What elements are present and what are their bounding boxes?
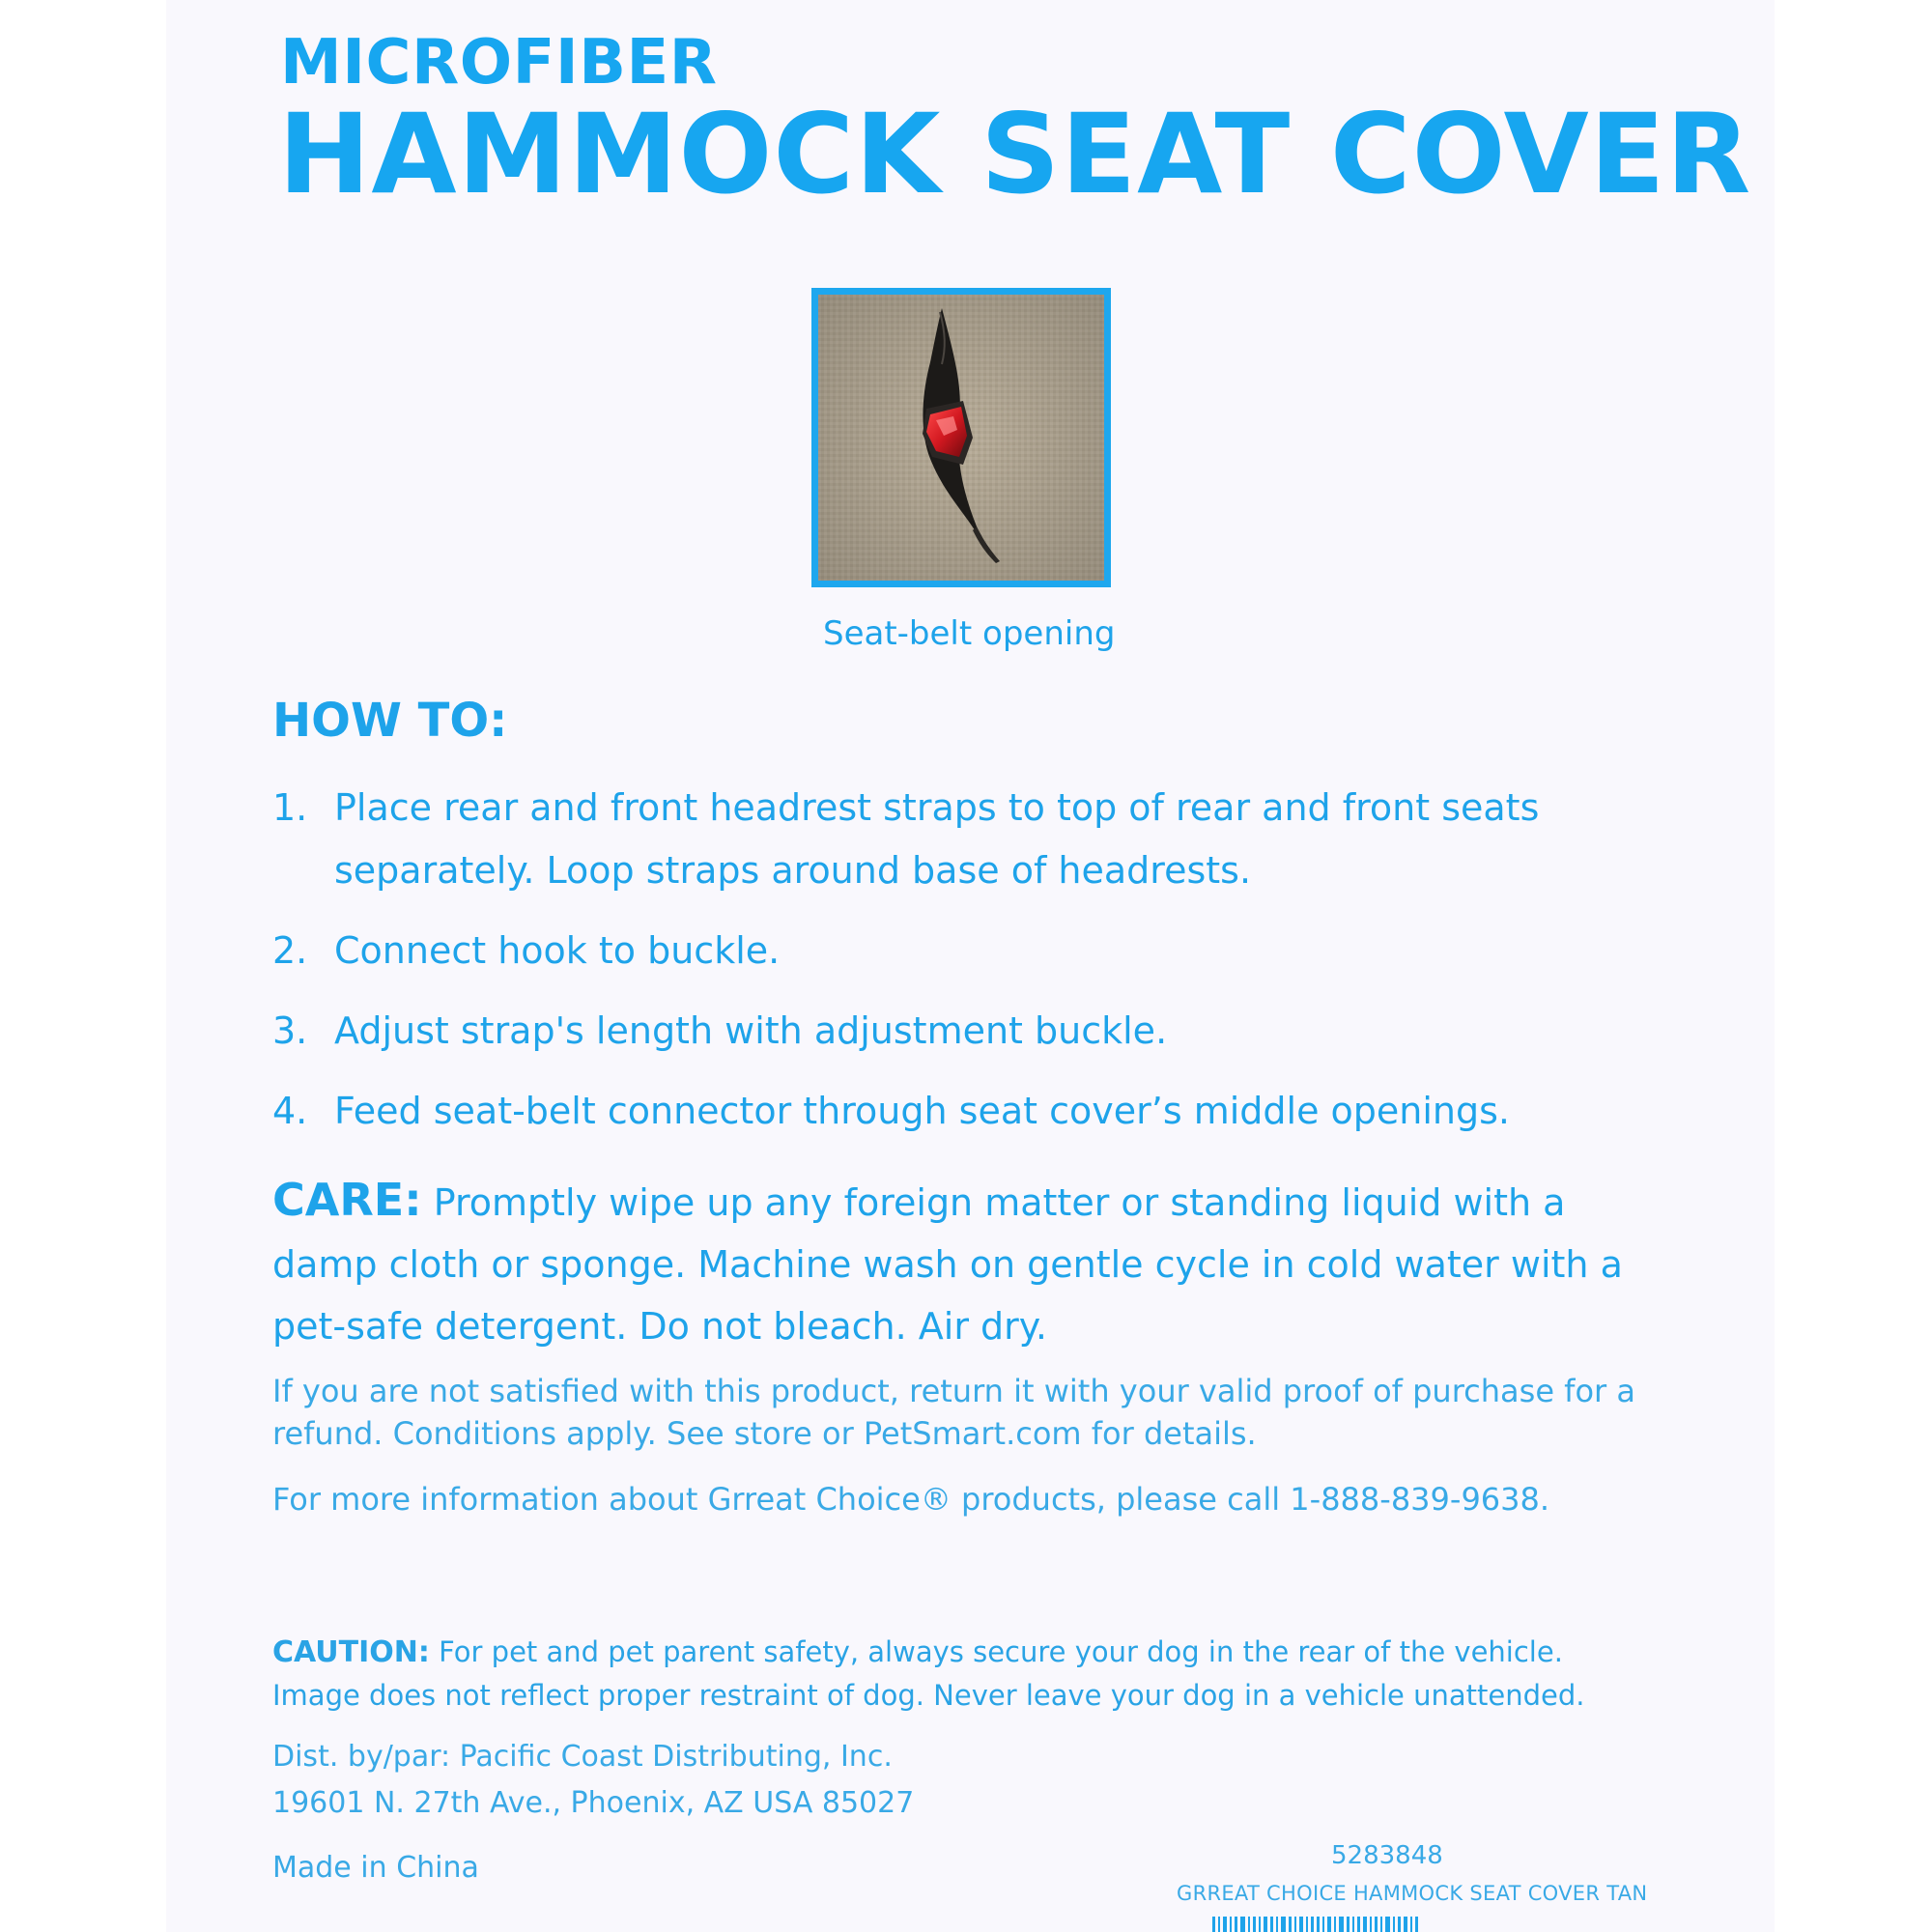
howto-heading: HOW TO: <box>272 694 508 748</box>
satisfaction-guarantee: If you are not satisfied with this product, return it with your valid proof of purchase for a refund. Conditions apply. See store or PetSmart.com for details. <box>272 1373 1635 1452</box>
product-sku: 5283848 <box>1331 1841 1443 1870</box>
barcode-bar <box>1289 1917 1292 1932</box>
title-microfiber: MICROFIBER <box>280 27 718 99</box>
distributor-address: 19601 N. 27th Ave., Phoenix, AZ USA 85027 <box>272 1786 915 1820</box>
barcode-bar <box>1299 1917 1303 1932</box>
barcode-bar <box>1357 1917 1360 1932</box>
howto-step <box>272 777 1644 902</box>
seat-belt-opening-illustration <box>818 295 1104 581</box>
photo-caption: Seat-belt opening <box>823 614 1116 653</box>
howto-step <box>272 920 1644 982</box>
caution-label: CAUTION: <box>272 1635 430 1669</box>
barcode-bar <box>1223 1917 1227 1932</box>
barcode-bar <box>1347 1917 1350 1932</box>
barcode-bar <box>1380 1917 1382 1932</box>
barcode-bar <box>1212 1917 1215 1932</box>
barcode-bar <box>1270 1917 1273 1932</box>
barcode-bar <box>1415 1917 1418 1932</box>
step-number: 2. <box>272 929 308 972</box>
barcode-bar <box>1230 1917 1232 1932</box>
distributor-name: Dist. by/par: Pacific Coast Distributing, Inc. <box>272 1740 893 1774</box>
step-number: 3. <box>272 1009 308 1052</box>
barcode-bar <box>1334 1917 1336 1932</box>
howto-step <box>272 1000 1644 1063</box>
barcode-bar <box>1393 1917 1395 1932</box>
howto-step <box>272 1080 1644 1143</box>
barcode-bar <box>1240 1917 1245 1932</box>
step-text: Feed seat-belt connector through seat cover’s middle openings. <box>334 1090 1511 1132</box>
title-hammock-seat-cover: HAMMOCK SEAT COVER <box>278 90 1752 218</box>
barcode-bar <box>1317 1917 1320 1932</box>
care-instructions <box>272 1169 1644 1357</box>
barcode-bar <box>1264 1917 1267 1932</box>
barcode-bar <box>1276 1917 1278 1932</box>
howto-steps-list <box>272 777 1644 1160</box>
barcode <box>1212 1917 1594 1932</box>
barcode-bar <box>1327 1917 1331 1932</box>
country-of-origin: Made in China <box>272 1851 479 1885</box>
barcode-bar <box>1248 1917 1250 1932</box>
caution-notice <box>272 1631 1644 1717</box>
barcode-bar <box>1385 1917 1390 1932</box>
step-text: Connect hook to buckle. <box>334 929 781 972</box>
barcode-bar <box>1294 1917 1296 1932</box>
seat-belt-opening-photo <box>811 288 1111 587</box>
step-text: Place rear and front headrest straps to top of rear and front seats separately. Loop straps around base of headrests. <box>334 786 1540 892</box>
barcode-bar <box>1375 1917 1378 1932</box>
caution-text: For pet and pet parent safety, always secure your dog in the rear of the vehicle. Image does not reflect proper restraint of dog. Never leave your dog in a vehicle unattended. <box>272 1635 1585 1712</box>
care-text: Promptly wipe up any foreign matter or standing liquid with a damp cloth or sponge. Machine wash on gentle cycle in cold water with a pet-safe detergent. Do not bleach. Air dry. <box>272 1181 1623 1348</box>
barcode-bar <box>1235 1917 1237 1932</box>
barcode-bar <box>1218 1917 1220 1932</box>
barcode-bar <box>1306 1917 1308 1932</box>
care-label: CARE: <box>272 1174 422 1226</box>
barcode-bar <box>1398 1917 1401 1932</box>
barcode-bar <box>1339 1917 1344 1932</box>
barcode-bar <box>1253 1917 1256 1932</box>
distributor-info <box>272 1734 914 1827</box>
barcode-bar <box>1259 1917 1261 1932</box>
step-number: 1. <box>272 786 308 829</box>
step-number: 4. <box>272 1090 308 1132</box>
barcode-bar <box>1352 1917 1354 1932</box>
barcode-bar <box>1363 1917 1367 1932</box>
barcode-bar <box>1370 1917 1372 1932</box>
step-text: Adjust strap's length with adjustment buckle. <box>334 1009 1168 1052</box>
barcode-bar <box>1404 1917 1407 1932</box>
barcode-bar <box>1322 1917 1324 1932</box>
barcode-bar <box>1311 1917 1314 1932</box>
barcode-bar <box>1281 1917 1286 1932</box>
barcode-bar <box>1410 1917 1412 1932</box>
more-info-contact: For more information about Grreat Choice® products, please call 1-888-839-9638. <box>272 1481 1550 1518</box>
product-name-line: GRREAT CHOICE HAMMOCK SEAT COVER TAN <box>1177 1882 1648 1905</box>
